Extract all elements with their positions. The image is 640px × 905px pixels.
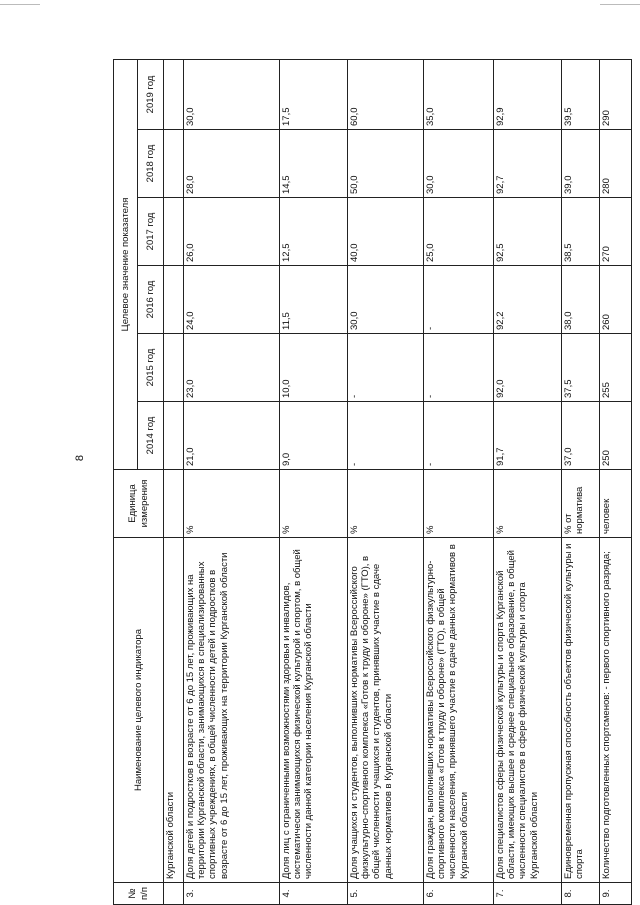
row-unit (164, 470, 184, 538)
row-value (164, 198, 184, 266)
row-value: 24,0 (184, 266, 280, 334)
scan-edge-mark (600, 4, 640, 5)
header-year: 2014 год (138, 402, 164, 470)
row-value: 9,0 (280, 402, 348, 470)
row-value (164, 266, 184, 334)
row-value: 30,0 (348, 266, 424, 334)
row-value: - (348, 334, 424, 402)
row-value: 38,5 (562, 198, 600, 266)
row-num: 7. (494, 883, 562, 905)
row-value: 92,2 (494, 266, 562, 334)
row-unit: % (494, 470, 562, 538)
row-value: 60,0 (348, 59, 424, 129)
row-value: 270 (600, 198, 632, 266)
header-year: 2015 год (138, 334, 164, 402)
table-row (562, 59, 600, 904)
row-value: 40,0 (348, 198, 424, 266)
table-row (348, 59, 424, 904)
row-value: 92,5 (494, 198, 562, 266)
header-target: Целевое значение показателя (114, 59, 138, 469)
header-name: Наименование целевого индикатора (114, 538, 164, 883)
row-name: Доля специалистов сферы физической культуры и спорта Курганской области, имеющих высшее и среднее специальное образование, в общей численности специалистов в сфере физической культуры и спорта Курганской области (494, 538, 562, 883)
header-year: 2019 год (138, 59, 164, 129)
row-name: Доля граждан, выполнивших нормативы Всероссийского физкультурно-спортивного комплекса «Готов к труду и обороне» (ГТО), в общей численности населения, принявшего участие в сдаче данных нормативов в Курганской области (424, 538, 494, 883)
indicator-table (113, 59, 632, 905)
row-unit: % (280, 470, 348, 538)
row-value: 30,0 (184, 59, 280, 129)
table-row (184, 59, 280, 904)
row-name: Курганской области (164, 538, 184, 883)
row-num (164, 883, 184, 905)
row-value: 14,5 (280, 130, 348, 198)
row-value: 25,0 (424, 198, 494, 266)
row-value: - (424, 402, 494, 470)
table-row (600, 59, 632, 904)
row-value: 91,7 (494, 402, 562, 470)
row-value: 23,0 (184, 334, 280, 402)
row-name: Доля учащихся и студентов, выполнивших нормативы Всероссийского физкультурно-спортивного комплекса «Готов к труду и обороне» (ГТО), в общей численности учащихся и студентов, принявших участие в сдаче данных нормативов в Курганской области (348, 538, 424, 883)
row-value: 30,0 (424, 130, 494, 198)
row-value: - (424, 266, 494, 334)
table-row (494, 59, 562, 904)
row-value: 17,5 (280, 59, 348, 129)
row-value: 92,9 (494, 59, 562, 129)
row-value (164, 334, 184, 402)
row-unit: % от норматива (562, 470, 600, 538)
row-num: 4. (280, 883, 348, 905)
row-value (164, 402, 184, 470)
row-unit: % (348, 470, 424, 538)
row-value: 39,0 (562, 130, 600, 198)
row-value: 26,0 (184, 198, 280, 266)
row-unit: % (424, 470, 494, 538)
row-value: 11,5 (280, 266, 348, 334)
row-value: 12,5 (280, 198, 348, 266)
row-value: 35,0 (424, 59, 494, 129)
header-year: 2017 год (138, 198, 164, 266)
row-value: 280 (600, 130, 632, 198)
row-name: Доля лиц с ограниченными возможностями здоровья и инвалидов, систематически занимающихся физической культурой и спортом, в общей численности данной категории населения Курганской области (280, 538, 348, 883)
row-value: 39,5 (562, 59, 600, 129)
row-value: 37,0 (562, 402, 600, 470)
row-value: 290 (600, 59, 632, 129)
header-year: 2018 год (138, 130, 164, 198)
row-num: 5. (348, 883, 424, 905)
row-unit: человек (600, 470, 632, 538)
row-value: 38,0 (562, 266, 600, 334)
row-num: 3. (184, 883, 280, 905)
row-name: Количество подготовленных спортсменов: - первого спортивного разряда; (600, 538, 632, 883)
row-num: 8. (562, 883, 600, 905)
row-value (164, 59, 184, 129)
row-value: 21,0 (184, 402, 280, 470)
header-num: № п/п (114, 883, 164, 905)
row-value: 250 (600, 402, 632, 470)
row-value (164, 130, 184, 198)
row-value: - (348, 402, 424, 470)
row-value: - (424, 334, 494, 402)
row-value: 50,0 (348, 130, 424, 198)
scan-edge-mark (0, 4, 40, 5)
table-row (164, 59, 184, 904)
row-value: 92,0 (494, 334, 562, 402)
table-row (424, 59, 494, 904)
row-value: 260 (600, 266, 632, 334)
row-unit: % (184, 470, 280, 538)
row-value: 10,0 (280, 334, 348, 402)
page-number: 8 (74, 454, 86, 462)
row-name: Единовременная пропускная способность объектов физической культуры и спорта (562, 538, 600, 883)
row-value: 255 (600, 334, 632, 402)
row-name: Доля детей и подростков в возрасте от 6 до 15 лет, проживающих на территории Курганской области, занимающихся в специализированных спортивных учреждениях, в общей численности детей и подростков в возрасте от 6 до 15 лет, проживающих на территории Курганской области (184, 538, 280, 883)
row-value: 37,5 (562, 334, 600, 402)
table-row (280, 59, 348, 904)
header-year: 2016 год (138, 266, 164, 334)
row-value: 92,7 (494, 130, 562, 198)
row-num: 9. (600, 883, 632, 905)
row-value: 28,0 (184, 130, 280, 198)
header-unit: Единица измерения (114, 470, 164, 538)
rotated-table-page (113, 60, 631, 905)
row-num: 6. (424, 883, 494, 905)
